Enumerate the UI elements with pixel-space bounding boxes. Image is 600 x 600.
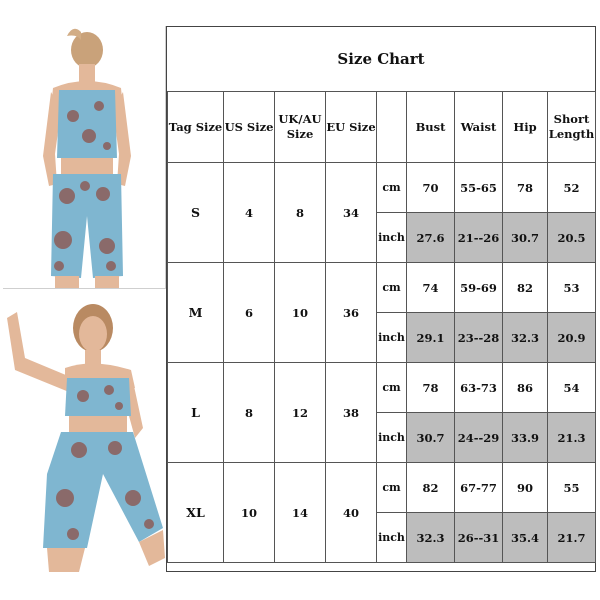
model-back-illustration (3, 26, 163, 288)
hip-cell: 90 (503, 463, 548, 513)
table-row (168, 363, 596, 413)
us-size-cell: 4 (224, 163, 275, 263)
bust-cell: 78 (407, 363, 455, 413)
model-front-illustration (3, 298, 165, 572)
header-unit (377, 92, 407, 163)
unit-cell: cm (377, 163, 407, 213)
bust-cell: 70 (407, 163, 455, 213)
length-cell: 20.5 (548, 213, 596, 263)
tag-size-cell: M (168, 263, 224, 363)
waist-cell: 67-77 (455, 463, 503, 513)
waist-cell: 26--31 (455, 513, 503, 563)
waist-cell: 24--29 (455, 413, 503, 463)
length-cell: 20.9 (548, 313, 596, 363)
tag-size-cell: L (168, 363, 224, 463)
unit-cell: inch (377, 413, 407, 463)
bust-cell: 82 (407, 463, 455, 513)
waist-cell: 23--28 (455, 313, 503, 363)
tag-size-cell: XL (168, 463, 224, 563)
bust-cell: 29.1 (407, 313, 455, 363)
product-photo-front-view (3, 298, 165, 572)
length-cell: 55 (548, 463, 596, 513)
us-size-cell: 8 (224, 363, 275, 463)
header-eu-size: EU Size (326, 92, 377, 163)
unit-cell: cm (377, 363, 407, 413)
product-photos (3, 26, 165, 572)
length-cell: 21.3 (548, 413, 596, 463)
unit-cell: cm (377, 263, 407, 313)
eu-size-cell: 34 (326, 163, 377, 263)
waist-cell: 55-65 (455, 163, 503, 213)
header-hip: Hip (503, 92, 548, 163)
tag-size-cell: S (168, 163, 224, 263)
unit-cell: cm (377, 463, 407, 513)
size-chart-table (167, 91, 596, 563)
header-waist: Waist (455, 92, 503, 163)
header-short-length: Short Length (548, 92, 596, 163)
hip-cell: 32.3 (503, 313, 548, 363)
hip-cell: 35.4 (503, 513, 548, 563)
hip-cell: 82 (503, 263, 548, 313)
waist-cell: 21--26 (455, 213, 503, 263)
size-chart-title: Size Chart (167, 27, 595, 92)
bust-cell: 32.3 (407, 513, 455, 563)
table-row (168, 463, 596, 513)
ukau-size-cell: 8 (275, 163, 326, 263)
unit-cell: inch (377, 313, 407, 363)
length-cell: 54 (548, 363, 596, 413)
us-size-cell: 10 (224, 463, 275, 563)
header-tag-size: Tag Size (168, 92, 224, 163)
length-cell: 53 (548, 263, 596, 313)
ukau-size-cell: 10 (275, 263, 326, 363)
hip-cell: 78 (503, 163, 548, 213)
header-us-size: US Size (224, 92, 275, 163)
table-row (168, 163, 596, 213)
table-row (168, 263, 596, 313)
size-chart (166, 26, 596, 572)
header-ukau-size: UK/AU Size (275, 92, 326, 163)
waist-cell: 63-73 (455, 363, 503, 413)
header-row (168, 92, 596, 163)
hip-cell: 30.7 (503, 213, 548, 263)
ukau-size-cell: 12 (275, 363, 326, 463)
bust-cell: 74 (407, 263, 455, 313)
ukau-size-cell: 14 (275, 463, 326, 563)
header-bust: Bust (407, 92, 455, 163)
us-size-cell: 6 (224, 263, 275, 363)
eu-size-cell: 36 (326, 263, 377, 363)
eu-size-cell: 38 (326, 363, 377, 463)
length-cell: 21.7 (548, 513, 596, 563)
waist-cell: 59-69 (455, 263, 503, 313)
product-photo-back-view (3, 26, 166, 289)
hip-cell: 33.9 (503, 413, 548, 463)
unit-cell: inch (377, 513, 407, 563)
bust-cell: 27.6 (407, 213, 455, 263)
unit-cell: inch (377, 213, 407, 263)
length-cell: 52 (548, 163, 596, 213)
hip-cell: 86 (503, 363, 548, 413)
eu-size-cell: 40 (326, 463, 377, 563)
bust-cell: 30.7 (407, 413, 455, 463)
